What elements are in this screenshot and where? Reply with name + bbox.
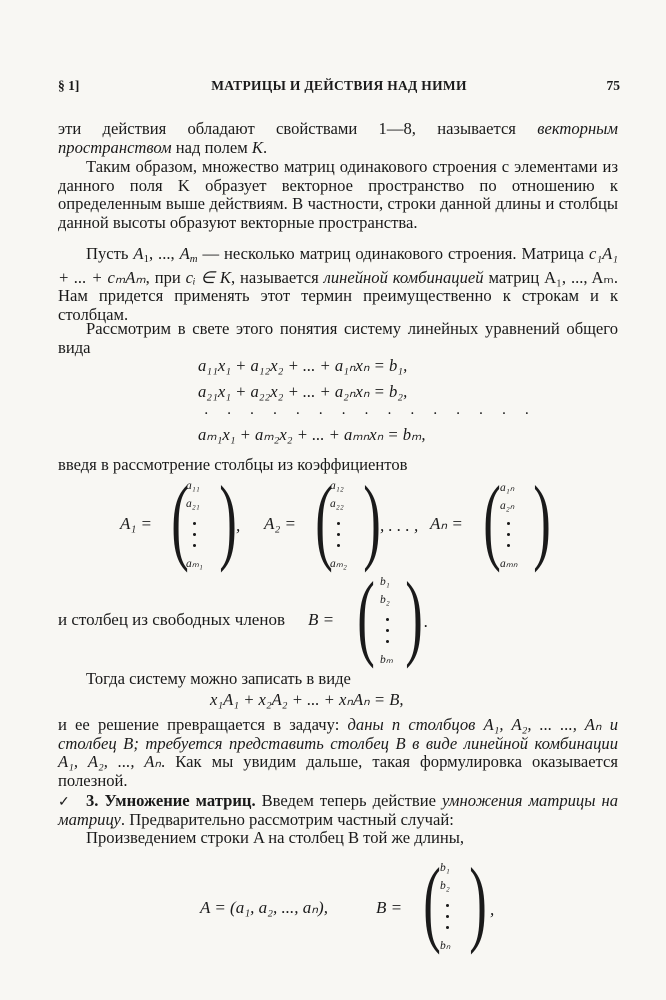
- math-expression: c₁A₁ + ... + cₘAₘ: [58, 244, 618, 287]
- header-title: МАТРИЦЫ И ДЕЙСТВИЯ НАД НИМИ: [211, 78, 467, 93]
- text: Пусть: [86, 244, 134, 263]
- left-paren: (: [171, 466, 189, 573]
- paragraph-5: введя в рассмотрение столбцы из коэффициентов: [58, 455, 408, 474]
- vertical-dot: [446, 915, 449, 918]
- text: , при: [145, 267, 186, 287]
- vertical-dot: [337, 522, 340, 525]
- matrix-cell: a₂ₙ: [500, 500, 515, 512]
- vertical-dot: [193, 522, 196, 525]
- matrix-cell: a₁ₙ: [500, 482, 515, 494]
- matrix-cell: b₂: [440, 880, 450, 892]
- paragraph-4: Рассмотрим в свете этого понятия систему линейных уравнений общего вида: [58, 319, 618, 357]
- text: . Предварительно рассмотрим частный случай:: [120, 809, 454, 829]
- matrix-cell: a₁₂: [330, 480, 344, 492]
- vertical-dot: [193, 544, 196, 547]
- matrix-cell: aₘ₁: [186, 558, 203, 570]
- matrix-cell: bₘ: [380, 654, 393, 666]
- matrix-cell: aₘ₂: [330, 558, 347, 570]
- right-paren: ): [405, 562, 423, 669]
- matrix-label: A₁ =: [120, 514, 153, 533]
- equation-row: a₁₁x₁ + a₁₂x₂ + ... + a₁ₙxₙ = b₁,: [198, 356, 408, 375]
- paragraph-2: Таким образом, множество матриц одинакового строения с элементами из данного поля K образует векторное пространство по отношению к определенным выше действиям. В частности, строки данной длины и столбцы данной высоты образуют векторные пространства.: [58, 157, 618, 232]
- matrix-cell: b₁: [380, 576, 390, 588]
- vertical-dot: [337, 544, 340, 547]
- subsection-heading: 3. Умножение матриц.: [86, 791, 256, 810]
- equation-row: a₂₁x₁ + a₂₂x₂ + ... + a₂ₙxₙ = b₂,: [198, 382, 408, 401]
- matrix-cell: a₂₂: [330, 498, 344, 510]
- vertical-dot: [446, 904, 449, 907]
- left-paren: (: [423, 848, 441, 955]
- right-paren: ): [363, 466, 381, 573]
- separator: , . . . ,: [380, 516, 419, 535]
- term-vector-space: векторным пространством: [58, 119, 618, 157]
- vertical-dot: [507, 533, 510, 536]
- matrix-label: A₂ =: [264, 514, 297, 533]
- right-paren: ): [219, 466, 237, 573]
- matrix-label: B =: [376, 898, 403, 917]
- row-vector: A = (a₁, a₂, ..., aₙ),: [200, 898, 328, 917]
- text: Введем теперь действие: [255, 791, 442, 810]
- matrix-cell: a₂₁: [186, 498, 200, 510]
- page-number: 75: [606, 78, 620, 93]
- text: , называется: [230, 267, 324, 287]
- equation-row: aₘ₁x₁ + aₘ₂x₂ + ... + aₘₙxₙ = bₘ,: [198, 425, 426, 444]
- equation-dots: . . . . . . . . . . . . . . .: [204, 402, 537, 418]
- right-paren: ): [469, 848, 487, 955]
- math: m: [189, 253, 198, 265]
- vertical-dot: [446, 926, 449, 929]
- text: и ее решение превращается в задачу:: [58, 715, 348, 734]
- text: и столбец из свободных членов: [58, 610, 285, 629]
- math: A: [179, 244, 190, 263]
- running-header: [58, 78, 620, 98]
- math: A: [133, 244, 144, 263]
- math-condition: cᵢ ∈ K: [185, 267, 231, 287]
- paragraph-7: Тогда систему можно записать в виде: [86, 669, 351, 688]
- paragraph-3: [58, 245, 618, 324]
- vertical-dot: [386, 629, 389, 632]
- matrix-label: B =: [308, 610, 335, 629]
- separator: ,: [236, 516, 241, 535]
- matrix-cell: b₂: [380, 594, 390, 606]
- text: .: [262, 137, 268, 157]
- paragraph-10: Произведением строки A на столбец B той же длины,: [86, 828, 465, 847]
- matrix-cell: aₘₙ: [500, 558, 518, 570]
- symbol: K: [251, 137, 263, 157]
- vertical-dot: [507, 522, 510, 525]
- vertical-dot: [386, 618, 389, 621]
- text: — несколько матриц одинакового строения. Матрица: [197, 244, 589, 263]
- vertical-dot: [386, 640, 389, 643]
- text: , ...,: [148, 244, 180, 263]
- separator: ,: [490, 900, 495, 919]
- matrix-cell: a₁₁: [186, 480, 200, 492]
- vertical-dot: [337, 533, 340, 536]
- paragraph-8: [58, 716, 618, 790]
- left-paren: (: [357, 562, 375, 669]
- right-paren: ): [533, 466, 551, 573]
- text: матриц A₁, ..., Aₘ. Нам придется применять этот термин преимущественно к строкам и к столбцам.: [58, 267, 618, 324]
- vertical-dot: [193, 533, 196, 536]
- term-matrix-multiplication: умножения матрицы на матрицу: [58, 791, 618, 829]
- task-statement: даны n столбцов A₁, A₂, ... ..., Aₙ и столбец B; требуется представить столбец B в виде линейной комбинации A₁, A₂, ..., Aₙ: [58, 715, 618, 772]
- text: над полем: [171, 137, 252, 157]
- matrix-cell: b₁: [440, 862, 450, 874]
- paragraph-9: [58, 792, 618, 829]
- left-paren: (: [483, 466, 501, 573]
- matrix-label: Aₙ =: [430, 514, 463, 533]
- vector-equation: x₁A₁ + x₂A₂ + ... + xₙAₙ = B,: [210, 690, 404, 709]
- section-label: § 1]: [58, 78, 80, 93]
- matrix-cell: bₙ: [440, 940, 451, 952]
- left-paren: (: [315, 466, 333, 573]
- vertical-dot: [507, 544, 510, 547]
- term-linear-combination: линейной комбинацией: [323, 267, 484, 287]
- separator: .: [424, 612, 429, 631]
- text: эти действия обладают свойствами 1—8, называется: [58, 119, 538, 138]
- paragraph-1: [58, 120, 618, 157]
- text: . Как мы увидим дальше, такая формулировка оказывается полезной.: [58, 752, 619, 790]
- handwritten-check-mark: ✓: [58, 794, 70, 810]
- math: 1: [143, 253, 149, 265]
